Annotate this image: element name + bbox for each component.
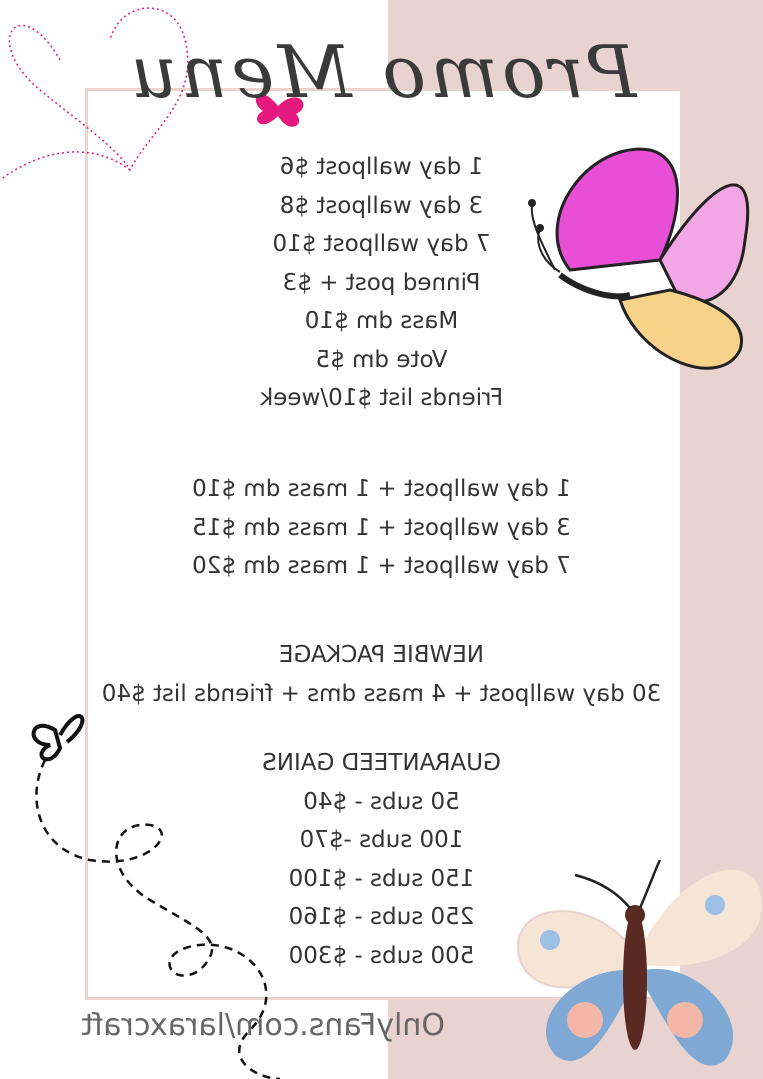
list-item: Pinned post + $3 xyxy=(282,269,481,296)
list-item: 1 day wallpost + 1 mass dm $10 xyxy=(192,476,571,502)
list-item: 250 subs - $160 xyxy=(288,904,475,930)
list-item: Mass dm $10 xyxy=(304,308,459,334)
list-item: 1 day wallpost $6 xyxy=(279,154,484,180)
newbie-line: 30 day wallpost + 4 mass dms + friends list $40 xyxy=(101,680,662,707)
list-item: 3 day wallpost $8 xyxy=(279,192,484,219)
list-item: 150 subs - $100 xyxy=(288,865,475,892)
gains-heading: GUARANTEED GAINS xyxy=(262,750,501,776)
list-item: Friends list $10/week xyxy=(259,385,504,411)
list-item: 7 day wallpost + 1 mass dm $20 xyxy=(192,553,571,579)
page-title: Promo Menu xyxy=(126,30,637,114)
combo-list xyxy=(0,470,763,586)
list-item: 3 day wallpost + 1 mass dm $15 xyxy=(192,514,571,541)
newbie-package xyxy=(0,636,763,713)
footer-link-text: OnlyFans.com/laraxcraft xyxy=(81,1008,445,1043)
price-list xyxy=(0,148,763,418)
list-item: 50 subs - $40 xyxy=(303,788,460,815)
list-item: 7 day wallpost $10 xyxy=(272,231,491,257)
newbie-heading: NEWBIE PACKAGE xyxy=(278,642,485,668)
list-item: 100 subs -$70 xyxy=(299,827,464,853)
list-item: 500 subs - $300 xyxy=(288,942,475,969)
list-item: Vote dm $5 xyxy=(315,346,448,373)
guaranteed-gains xyxy=(0,744,763,975)
